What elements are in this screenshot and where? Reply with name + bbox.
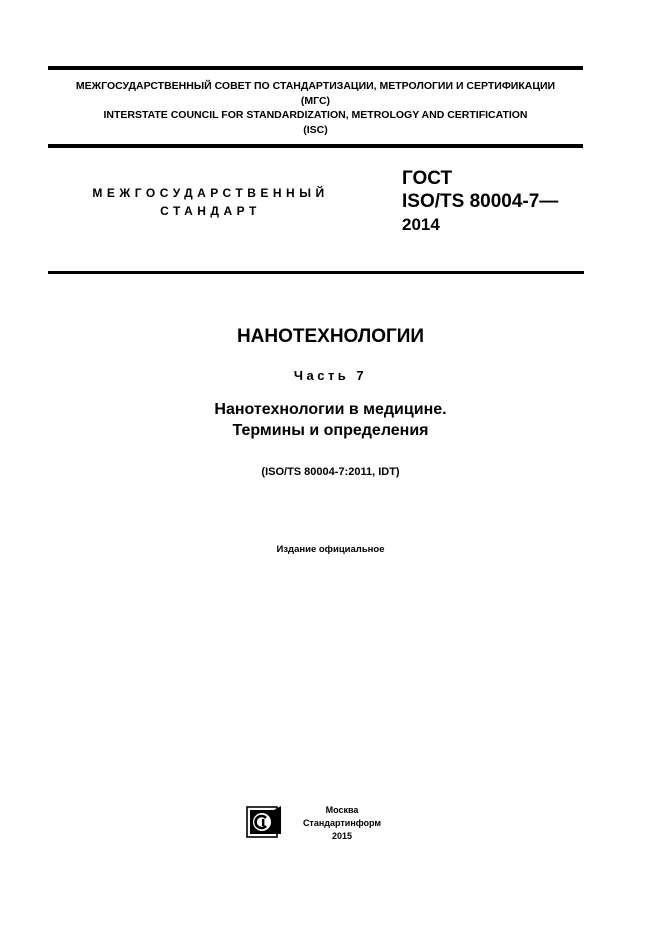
gost-label: ГОСТ — [402, 168, 453, 189]
top-rule — [48, 66, 583, 70]
imprint-publisher: Стандартинформ — [302, 818, 382, 828]
subtitle-line2: Термины и определения — [232, 422, 429, 439]
imprint-city: Москва — [325, 805, 359, 815]
standartinform-logo-icon — [246, 806, 282, 838]
council-abbr-ru: (МГС) — [300, 95, 331, 107]
equivalence-note: (ISO/TS 80004-7:2011, IDT) — [261, 466, 400, 478]
standard-number: ISO/TS 80004-7— — [402, 191, 559, 212]
standard-type-line2: СТАНДАРТ — [160, 204, 261, 218]
imprint-year: 2015 — [331, 831, 353, 841]
imprint — [290, 804, 394, 843]
official-edition: Издание официальное — [276, 544, 385, 555]
standard-type-line1: МЕЖГОСУДАРСТВЕННЫЙ — [92, 186, 329, 200]
council-name-en: INTERSTATE COUNCIL FOR STANDARDIZATION, METROLOGY AND CERTIFICATION — [103, 109, 528, 121]
subtitle-line1: Нанотехнологии в медицине. — [214, 401, 447, 418]
council-abbr-en: (ISC) — [303, 124, 328, 136]
standard-year: 2014 — [402, 215, 440, 234]
document-title: НАНОТЕХНОЛОГИИ — [236, 326, 425, 347]
designation-rule — [48, 271, 584, 274]
part-label: Часть 7 — [293, 368, 368, 383]
council-name-ru: МЕЖГОСУДАРСТВЕННЫЙ СОВЕТ ПО СТАНДАРТИЗАЦИИ, МЕТРОЛОГИИ И СЕРТИФИКАЦИИ — [75, 80, 556, 92]
header-rule — [48, 144, 583, 148]
